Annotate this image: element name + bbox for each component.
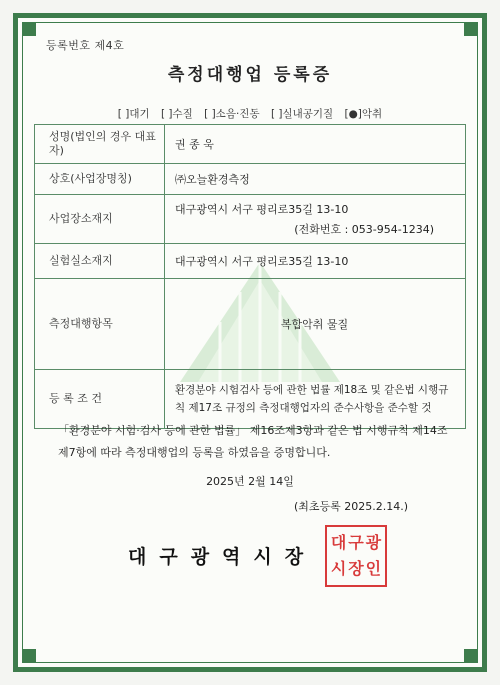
issuer-name: 대구광역시장	[128, 546, 317, 568]
office-address-cell	[165, 195, 466, 244]
first-registration-date: (최초등록 2025.2.14.)	[294, 500, 409, 513]
conditions-value: 환경분야 시험검사 등에 관한 법률 제18조 및 같은법 시행규칙 제17조 규정의 측정대행업자의 준수사항을 준수할 것	[165, 370, 466, 429]
corner-ornament	[464, 649, 478, 663]
company-value: ㈜오늘환경측정	[165, 164, 466, 195]
office-phone-value: (전화번호 : 053-954-1234)	[294, 223, 434, 236]
document-title: 측정대행업 등록증	[167, 65, 333, 85]
type-odor	[345, 108, 383, 120]
business-type-selector	[34, 106, 466, 121]
items-label: 측정대행항목	[35, 279, 165, 370]
registration-number	[46, 37, 124, 53]
type-indoor-air	[271, 108, 333, 120]
type-label: 악취	[361, 108, 383, 120]
seal-character: 구	[348, 533, 364, 552]
type-label: 소음·진동	[215, 108, 260, 120]
corner-ornament	[22, 22, 36, 36]
table-row	[35, 279, 466, 370]
checkbox-mark: [●]	[344, 108, 362, 120]
checkbox-mark: [ ]	[160, 108, 173, 120]
table-row	[35, 244, 466, 279]
seal-character: 시	[330, 559, 347, 578]
office-address-value: 대구광역시 서구 평리로35길 13-10	[175, 203, 349, 216]
seal-character: 광	[365, 533, 382, 552]
official-seal	[325, 525, 387, 587]
table-row	[35, 195, 466, 244]
type-label: 대기	[129, 108, 150, 120]
corner-ornament	[22, 649, 36, 663]
checkbox-mark: [ ]	[270, 108, 283, 120]
issue-date: 2025년 2월 14일	[206, 475, 294, 488]
type-water	[161, 108, 193, 120]
seal-character: 대	[330, 533, 347, 552]
conditions-label: 등 록 조 건	[35, 370, 165, 429]
seal-character: 장	[348, 559, 364, 578]
type-air	[118, 108, 150, 120]
corner-ornament	[464, 22, 478, 36]
seal-character: 인	[365, 559, 382, 578]
registration-label: 등록번호	[46, 39, 91, 52]
table-row	[35, 164, 466, 195]
checkbox-mark: [ ]	[117, 108, 130, 120]
lab-address-label: 실험실소재지	[35, 244, 165, 279]
items-value: 복합악취 물질	[165, 279, 466, 370]
checkbox-mark: [ ]	[204, 108, 216, 120]
registration-value: 제4호	[94, 39, 125, 52]
table-row	[35, 125, 466, 164]
certification-statement: 「환경분야 시험·검사 등에 관한 법률」 제16조제3항과 같은 법 시행규칙 제14조제7항에 따라 측정대행업의 등록을 하였음을 증명합니다.	[58, 424, 448, 459]
office-address-label: 사업장소재지	[35, 195, 165, 244]
lab-address-value: 대구광역시 서구 평리로35길 13-10	[165, 244, 466, 279]
type-label: 실내공기질	[282, 108, 334, 120]
name-value: 권 종 욱	[165, 125, 466, 164]
registration-info-table	[34, 124, 466, 429]
type-label: 수질	[172, 108, 193, 120]
name-label: 성명(법인의 경우 대표자)	[35, 125, 165, 164]
company-label: 상호(사업장명칭)	[35, 164, 165, 195]
type-noise	[204, 108, 259, 120]
